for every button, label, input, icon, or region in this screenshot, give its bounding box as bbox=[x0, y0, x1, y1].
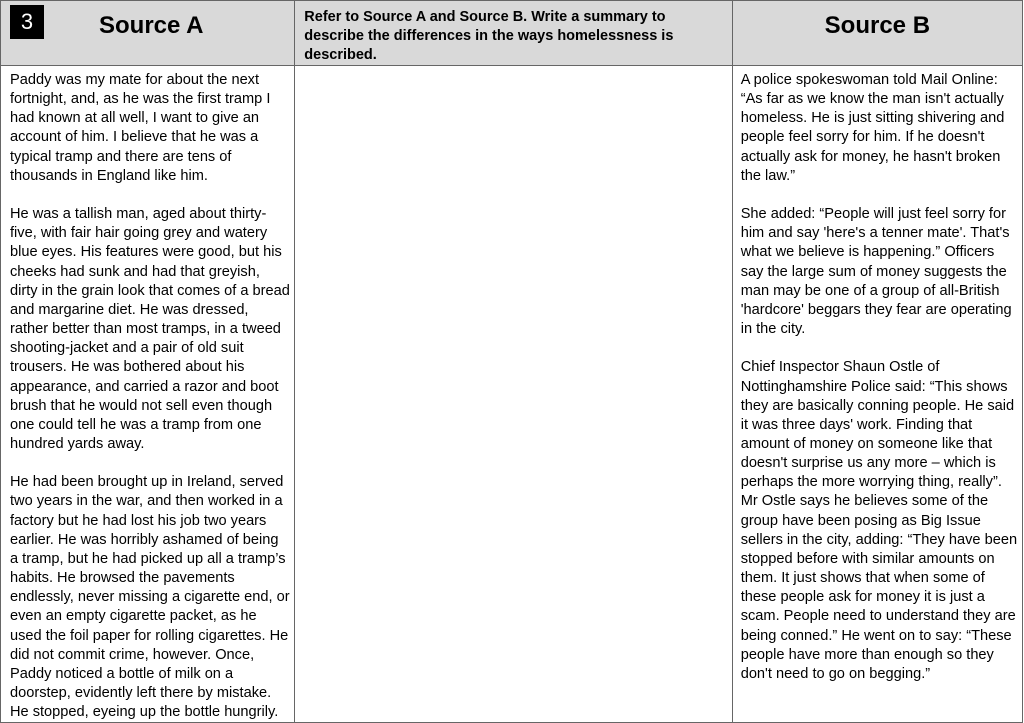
question-number-badge: 3 bbox=[10, 5, 44, 39]
header-row bbox=[1, 1, 1023, 66]
source-b-header bbox=[732, 1, 1022, 66]
task-prompt: Refer to Source A and Source B. Write a summary to describe the differences in the ways homelessness is described. bbox=[304, 9, 674, 63]
source-b-text: A police spokeswoman told Mail Online: “As far as we know the man isn't actually homeless. He is just sitting shivering and people feel sorry for him. If he doesn't actually ask for money, he hasn't broken the law.” She added: “People will just feel sorry for him and say 'here's a tenner mate'. That's what we believe is happening.” Officers say the large sum of money suggests the man may be one of a group of all-British 'hardcore' beggars they fear are operating in the city. Chief Inspector Shaun Ostle of Nottinghamshire Police said: “This shows they are basically conning people. He said it was three days' work. Finding that amount of money on someone like that doesn't surprise us any more – which is perhaps the more worrying thing, really”. Mr Ostle says he believes some of the group have been posing as Big Issue sellers in the city, adding: “They have been stopped before with similar amounts on them. It just shows that when some of these people ask for money it is just a scam. People need to understand they are being conned.” He went on to say: “These people have more than enough so they don't need to go on begging.” bbox=[740, 72, 1018, 682]
source-b-cell bbox=[732, 66, 1022, 723]
source-a-text: Paddy was my mate for about the next fortnight, and, as he was the first tramp I had known at all well, I want to give an account of him. I believe that he was a typical tramp and there are tens of thousands in England like him. He was a tallish man, aged about thirty-five, with fair hair going grey and watery blue eyes. His features were good, but his cheeks had sunk and had that greyish, dirty in the grain look that comes of a bread and margarine diet. He was dressed, rather better than most tramps, in a tweed shooting-jacket and a pair of old suit trousers. He was bothered about his appearance, and carried a razor and boot brush that he would not sell even though one could tell he was a tramp from one hundred yards away. He had been brought up in Ireland, served two years in the war, and then worked in a factory but he had lost his job two years earlier. He was horribly ashamed of being a tramp, but he had picked up all a tramp’s habits. He browsed the pavements endlessly, never missing a cigarette end, or even an empty cigarette packet, as he used the foil paper for rolling cigarettes. He did not commit crime, however. Once, Paddy noticed a bottle of milk on a doorstep, evidently left there by mistake. He stopped, eyeing up the bottle hungrily. bbox=[10, 72, 290, 721]
source-a-title: Source A bbox=[99, 12, 204, 39]
answer-area[interactable] bbox=[295, 66, 731, 722]
source-a-cell bbox=[1, 66, 295, 723]
task-header bbox=[295, 1, 732, 66]
source-b-title: Source B bbox=[824, 12, 931, 39]
source-a-header bbox=[1, 1, 295, 66]
content-row bbox=[1, 66, 1023, 723]
answer-cell[interactable] bbox=[295, 66, 732, 723]
